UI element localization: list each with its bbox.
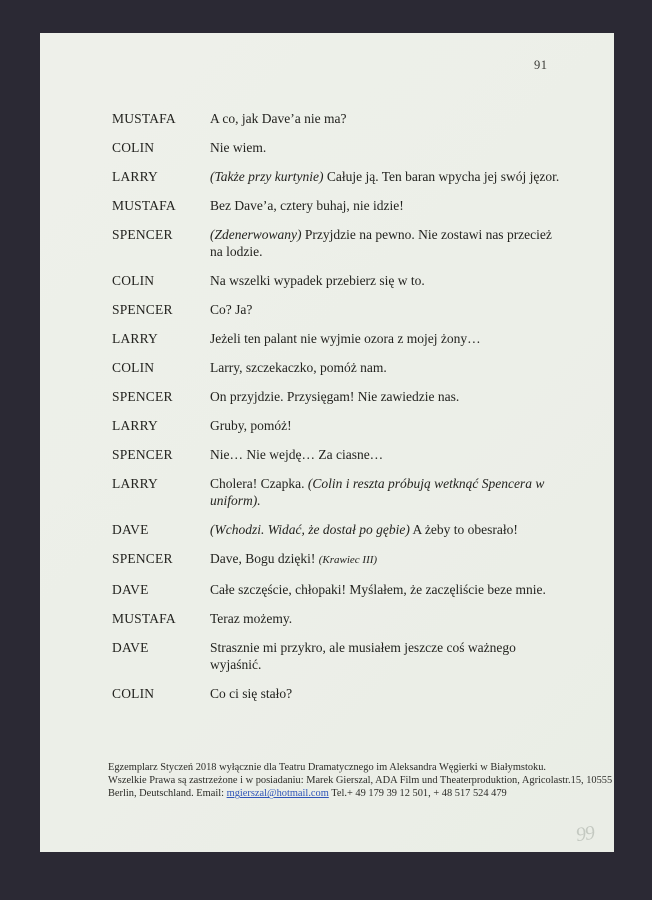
dialogue-segment-italic: (Colin i reszta próbują wetknąć Spencera w uniform).	[210, 476, 545, 508]
dialogue-text	[210, 301, 560, 318]
dialogue-segment-normal: Bez Dave’a, cztery buhaj, nie idzie!	[210, 198, 404, 213]
dialogue-segment-normal: Przyjdzie na pewno. Nie zostawi nas przecież na lodzie.	[210, 227, 552, 259]
dialogue-segment-normal: Larry, szczekaczko, pomóż nam.	[210, 360, 387, 375]
footer-line-3	[108, 787, 598, 800]
dialogue-text	[210, 359, 560, 376]
script-row	[112, 301, 582, 318]
character-name: COLIN	[112, 360, 155, 375]
dialogue-text	[210, 272, 560, 289]
character-name: COLIN	[112, 140, 155, 155]
dialogue-segment-normal: Cholera! Czapka.	[210, 476, 308, 491]
script-row	[112, 388, 582, 405]
script-row	[112, 685, 582, 702]
character-name: DAVE	[112, 522, 149, 537]
script-row	[112, 330, 582, 347]
dialogue-segment-normal: A żeby to obesrało!	[409, 522, 518, 537]
script-row	[112, 446, 582, 463]
character-name: MUSTAFA	[112, 111, 176, 126]
dialogue-segment-normal: Jeżeli ten palant nie wyjmie ozora z mojej żony…	[210, 331, 481, 346]
script-row	[112, 359, 582, 376]
dialogue-segment-normal: Co? Ja?	[210, 302, 253, 317]
dialogue-segment-normal: Na wszelki wypadek przebierz się w to.	[210, 273, 425, 288]
dialogue-segment-italic: (Zdenerwowany)	[210, 227, 302, 242]
character-name: LARRY	[112, 418, 159, 433]
dialogue-text	[210, 330, 560, 347]
character-name: SPENCER	[112, 302, 173, 317]
dialogue-text	[210, 417, 560, 434]
character-name: DAVE	[112, 640, 149, 655]
dialogue-segment-normal: Co ci się stało?	[210, 686, 293, 701]
script-row	[112, 581, 582, 598]
dialogue-segment-normal: Całe szczęście, chłopaki! Myślałem, że zaczęliście beze mnie.	[210, 582, 546, 597]
dialogue-segment-italic: (Także przy kurtynie)	[210, 169, 324, 184]
character-name: COLIN	[112, 686, 155, 701]
dialogue-text	[210, 610, 560, 627]
character-name: MUSTAFA	[112, 198, 176, 213]
dialogue-text	[210, 388, 560, 405]
script-dialogue-list	[112, 110, 582, 714]
character-name: COLIN	[112, 273, 155, 288]
script-row	[112, 610, 582, 627]
page-number: 91	[534, 58, 548, 72]
dialogue-text	[210, 139, 560, 156]
script-row	[112, 226, 582, 260]
dialogue-text	[210, 639, 560, 673]
script-row	[112, 110, 582, 127]
character-name: LARRY	[112, 331, 159, 346]
footer-line-2: Wszelkie Prawa są zastrzeżone i w posiadaniu: Marek Gierszal, ADA Film und Theaterproduktion, Agricolastr.15, 10555	[108, 775, 613, 787]
embossed-paper-mark: 99	[574, 821, 596, 847]
script-row	[112, 139, 582, 156]
character-name: SPENCER	[112, 389, 173, 404]
dialogue-text	[210, 168, 560, 185]
character-name: SPENCER	[112, 227, 173, 242]
dialogue-segment-normal: Strasznie mi przykro, ale musiałem jeszcze coś ważnego wyjaśnić.	[210, 640, 516, 672]
script-row	[112, 639, 582, 673]
script-row	[112, 521, 582, 538]
dialogue-text	[210, 581, 560, 598]
character-name: DAVE	[112, 582, 149, 597]
character-name: LARRY	[112, 476, 159, 491]
dialogue-segment-normal: A co, jak Dave’a nie ma?	[210, 111, 347, 126]
footer-line-3-suffix: Tel.+ 49 179 39 12 501, + 48 517 524 479	[328, 788, 507, 800]
dialogue-segment-normal: On przyjdzie. Przysięgam! Nie zawiedzie nas.	[210, 389, 460, 404]
dialogue-segment-small: (Krawiec III)	[318, 554, 378, 566]
dialogue-text	[210, 475, 560, 509]
dialogue-segment-normal: Nie… Nie wejdę… Za ciasne…	[210, 447, 384, 462]
script-row	[112, 550, 582, 569]
dialogue-text	[210, 446, 560, 463]
dialogue-segment-normal: Dave, Bogu dzięki!	[210, 551, 319, 566]
dialogue-text	[210, 521, 560, 538]
character-name: LARRY	[112, 169, 159, 184]
character-name: SPENCER	[112, 551, 173, 566]
dialogue-segment-normal: Teraz możemy.	[210, 611, 293, 626]
footer-line-3-prefix: Berlin, Deutschland. Email:	[108, 788, 227, 800]
copyright-footer	[108, 761, 613, 801]
dialogue-segment-italic: (Wchodzi. Widać, że dostał po gębie)	[210, 522, 410, 537]
script-row	[112, 475, 582, 509]
script-row	[112, 272, 582, 289]
dialogue-text	[210, 550, 560, 569]
script-row	[112, 197, 582, 214]
dialogue-segment-normal: Całuje ją. Ten baran wpycha jej swój jęzor.	[323, 169, 560, 184]
dialogue-text	[210, 685, 560, 702]
script-row	[112, 168, 582, 185]
dialogue-text	[210, 226, 560, 260]
dialogue-segment-normal: Nie wiem.	[210, 140, 267, 155]
dialogue-text	[210, 110, 560, 127]
character-name: SPENCER	[112, 447, 173, 462]
script-row	[112, 417, 582, 434]
email-link[interactable]: mgierszal@hotmail.com	[226, 788, 329, 800]
character-name: MUSTAFA	[112, 611, 176, 626]
script-page	[40, 33, 614, 852]
footer-line-1: Egzemplarz Styczeń 2018 wyłącznie dla Teatru Dramatycznego im Aleksandra Węgierki w Białymstoku.	[108, 762, 547, 773]
dialogue-text	[210, 197, 560, 214]
dialogue-segment-normal: Gruby, pomóż!	[210, 418, 292, 433]
